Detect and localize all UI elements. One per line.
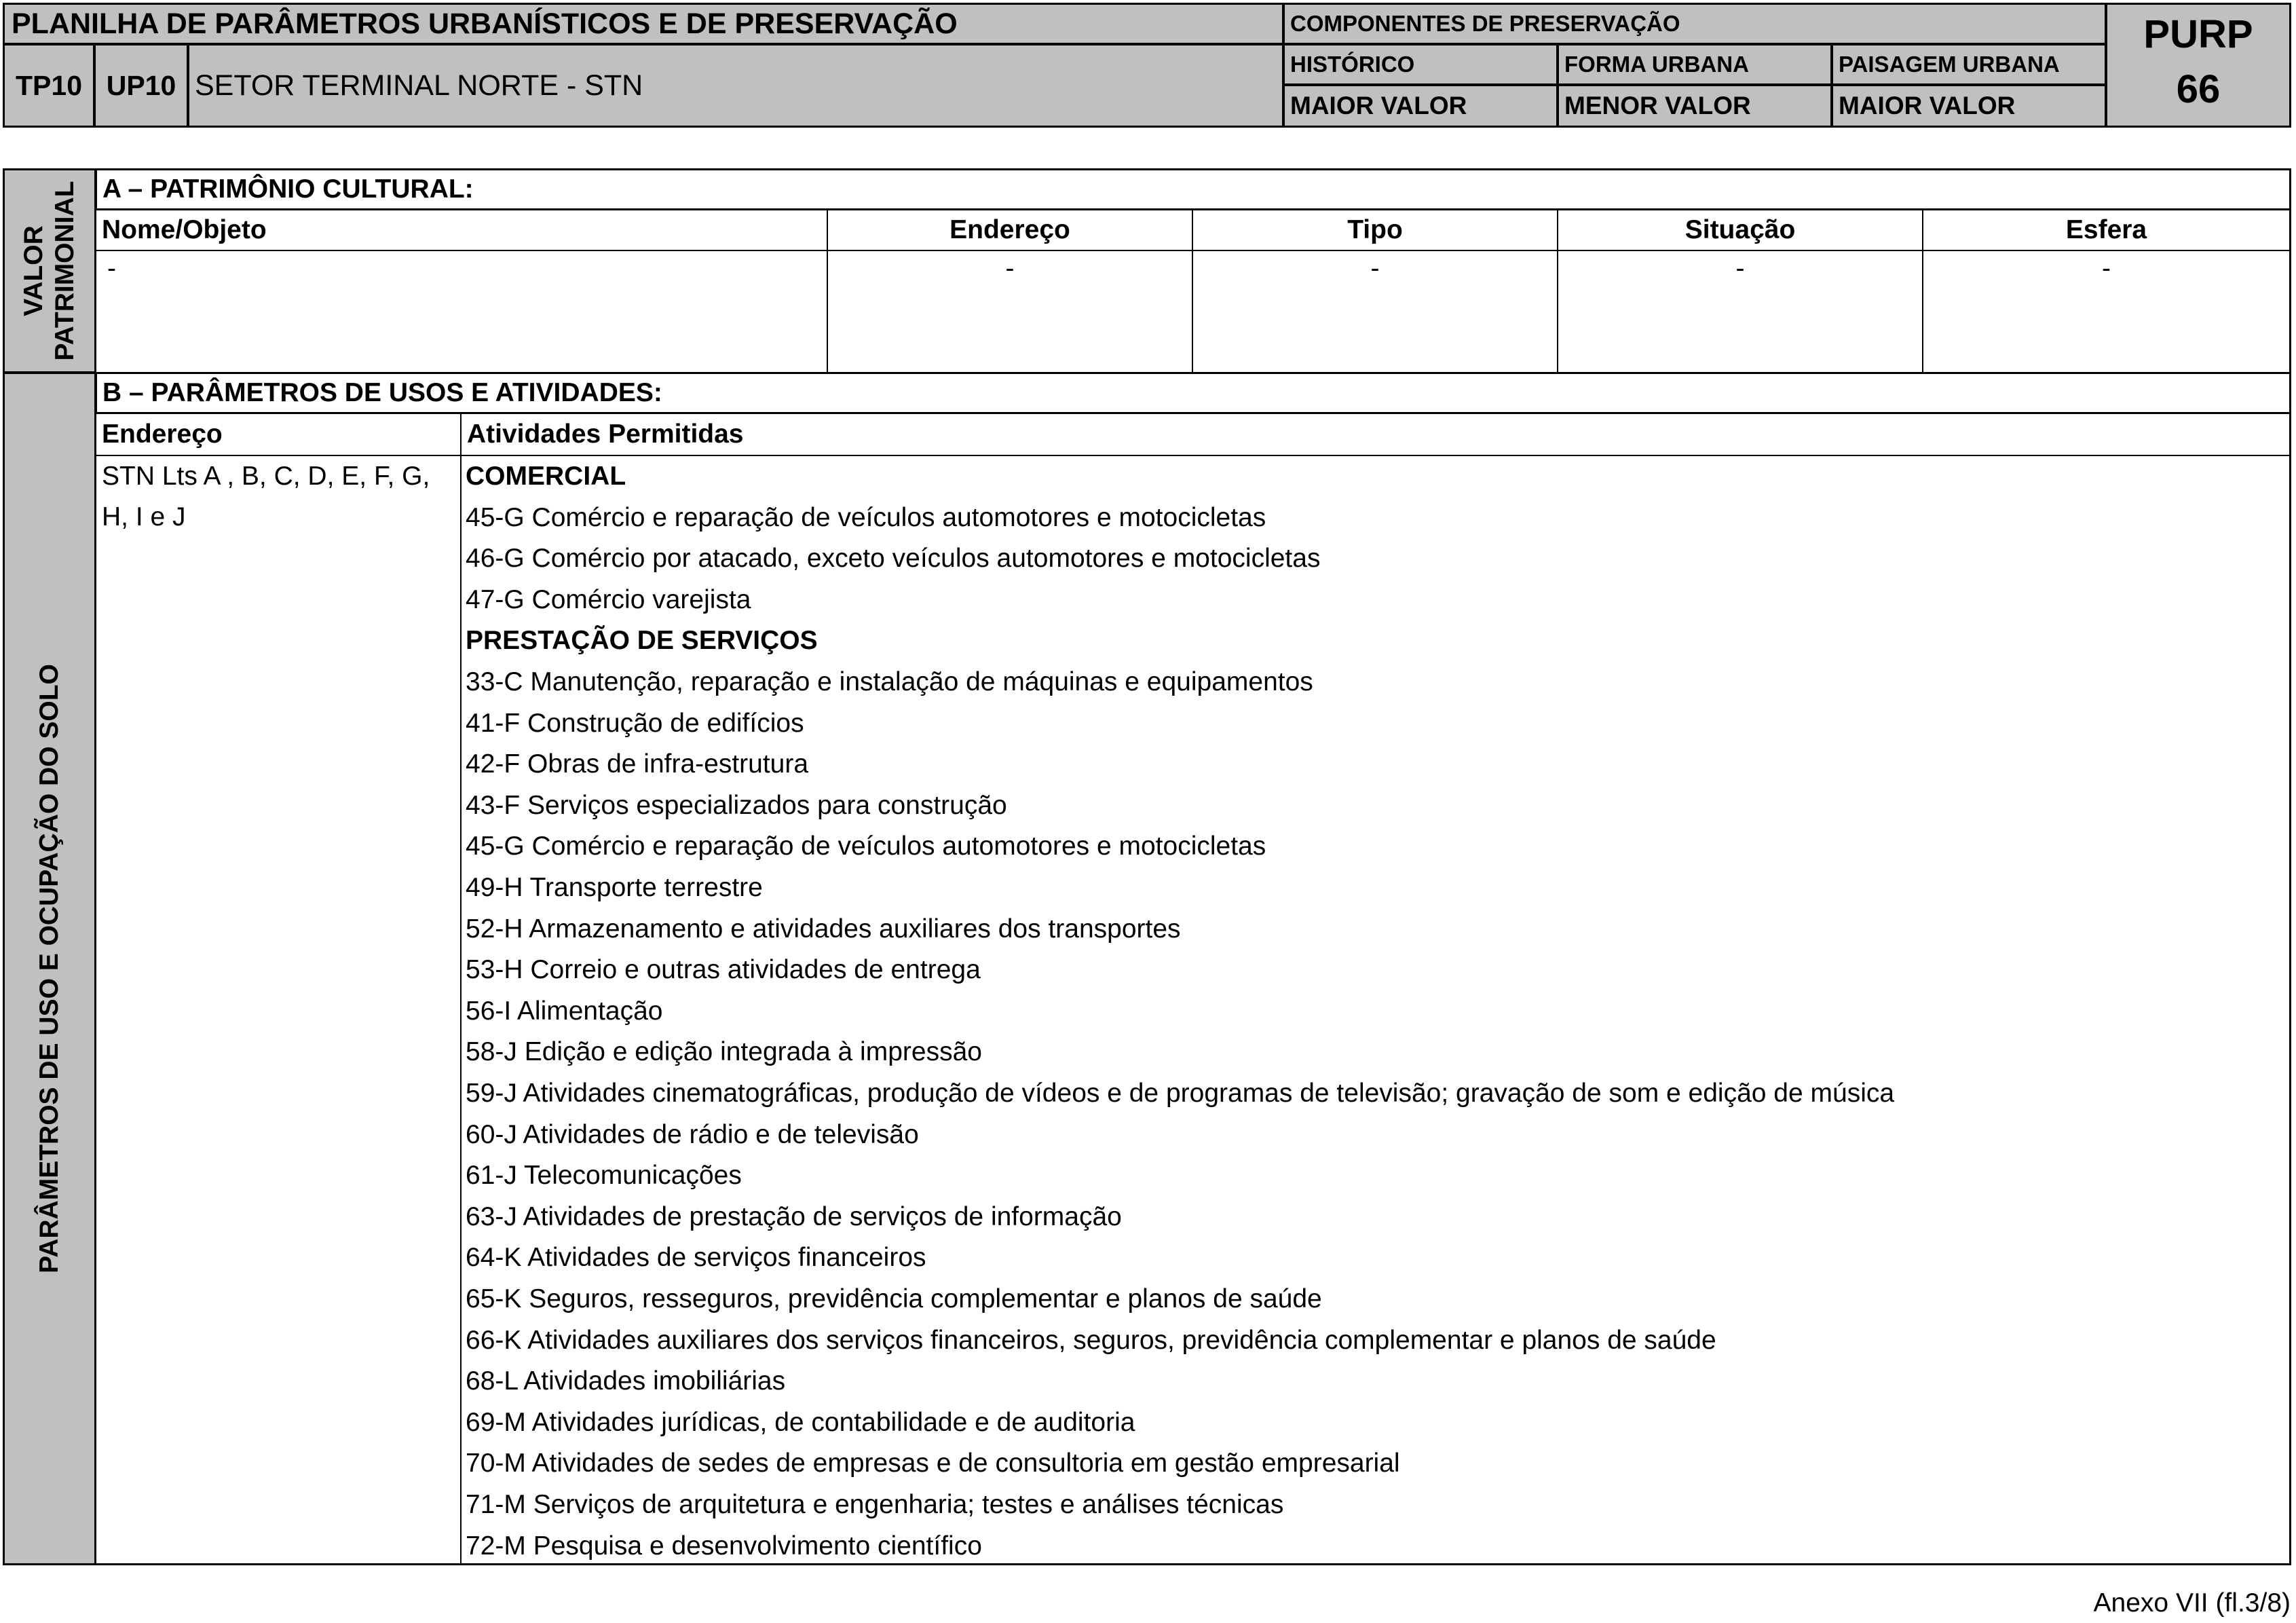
col-activities: Atividades Permitidas (460, 413, 2291, 456)
activity-item: 42-F Obras de infra-estrutura (466, 749, 809, 779)
activity-item: 63-J Atividades de prestação de serviços de informação (466, 1202, 1122, 1231)
activity-item: 60-J Atividades de rádio e de televisão (466, 1120, 919, 1149)
activity-item: 47-G Comércio varejista (466, 585, 751, 614)
activity-item: 68-L Atividades imobiliárias (466, 1366, 786, 1396)
col-endereco: Endereço (827, 209, 1193, 251)
address-cell (95, 455, 462, 1565)
cell-endereco: - (827, 250, 1193, 373)
activity-item: 66-K Atividades auxiliares dos serviços financeiros, seguros, previdência complementar e planos de saúde (466, 1326, 1716, 1355)
side-label-valor-patrimonial (3, 168, 96, 373)
activity-item: 59-J Atividades cinematográficas, produção de vídeos e de programas de televisão; gravação de som e edição de música (466, 1079, 1895, 1108)
purp-box (2105, 3, 2291, 128)
components-title: COMPONENTES DE PRESERVAÇÃO (1283, 3, 2107, 45)
activity-item: 49-H Transporte terrestre (466, 873, 763, 902)
activity-item: 43-F Serviços especializados para construção (466, 791, 1007, 820)
component-paisagem-urbana-label: PAISAGEM URBANA (1831, 43, 2107, 86)
component-forma-urbana-label: FORMA URBANA (1557, 43, 1832, 86)
address-line1: STN Lts A , B, C, D, E, F, G, (102, 462, 430, 491)
activity-item: 45-G Comércio e reparação de veículos automotores e motocicletas (466, 503, 1266, 532)
activity-item: 58-J Edição e edição integrada à impressão (466, 1037, 982, 1066)
activity-heading: PRESTAÇÃO DE SERVIÇOS (466, 626, 818, 655)
activity-item: 46-G Comércio por atacado, exceto veículos automotores e motocicletas (466, 544, 1321, 573)
col-esfera: Esfera (1922, 209, 2291, 251)
activity-item: 33-C Manutenção, reparação e instalação de máquinas e equipamentos (466, 667, 1313, 696)
purp-number: 66 (2176, 67, 2221, 111)
activity-item: 64-K Atividades de serviços financeiros (466, 1243, 926, 1272)
component-paisagem-urbana-value: MAIOR VALOR (1831, 84, 2107, 128)
cell-nome-objeto: - (95, 250, 828, 373)
activity-item: 56-I Alimentação (466, 996, 663, 1026)
annex-label: Anexo VII (fl.3/8) (2093, 1588, 2291, 1618)
col-address: Endereço (95, 413, 462, 456)
cell-situacao: - (1557, 250, 1923, 373)
activity-item: 53-H Correio e outras atividades de entrega (466, 955, 981, 984)
activity-item: 70-M Atividades de sedes de empresas e de consultoria em gestão empresarial (466, 1449, 1400, 1478)
sheet-title: PLANILHA DE PARÂMETROS URBANÍSTICOS E DE PRESERVAÇÃO (3, 3, 1284, 45)
activity-item: 52-H Armazenamento e atividades auxiliares dos transportes (466, 914, 1181, 944)
component-forma-urbana-value: MENOR VALOR (1557, 84, 1832, 128)
cell-esfera: - (1922, 250, 2291, 373)
purp-label: PURP (2143, 12, 2253, 56)
sector-name: SETOR TERMINAL NORTE - STN (187, 43, 1284, 128)
col-situacao: Situação (1557, 209, 1923, 251)
activity-heading: COMERCIAL (466, 462, 626, 491)
cell-tipo: - (1192, 250, 1558, 373)
activity-item: 71-M Serviços de arquitetura e engenharia; testes e análises técnicas (466, 1490, 1284, 1519)
component-historico-value: MAIOR VALOR (1283, 84, 1558, 128)
side-label-parametros-uso (3, 372, 96, 1565)
up-code: UP10 (94, 43, 189, 128)
col-tipo: Tipo (1192, 209, 1558, 251)
side-label-line2: PATRIMONIAL (50, 181, 79, 361)
side-label-text: PARÂMETROS DE USO E OCUPAÇÃO DO SOLO (35, 664, 64, 1273)
address-line2: H, I e J (102, 502, 186, 531)
tp-code: TP10 (3, 43, 95, 128)
section-a-title: A – PATRIMÔNIO CULTURAL: (95, 168, 2291, 210)
activity-item: 65-K Seguros, resseguros, previdência complementar e planos de saúde (466, 1284, 1322, 1313)
activity-item: 41-F Construção de edifícios (466, 709, 804, 738)
activity-item: 45-G Comércio e reparação de veículos automotores e motocicletas (466, 832, 1266, 861)
activity-item: 69-M Atividades jurídicas, de contabilidade e de auditoria (466, 1408, 1135, 1437)
side-label-line1: VALOR (19, 225, 48, 316)
activity-item: 61-J Telecomunicações (466, 1161, 742, 1190)
activity-item: 72-M Pesquisa e desenvolvimento científico (466, 1531, 982, 1561)
component-historico-label: HISTÓRICO (1283, 43, 1558, 86)
section-b-title: B – PARÂMETROS DE USOS E ATIVIDADES: (95, 372, 2291, 414)
col-nome-objeto: Nome/Objeto (95, 209, 828, 251)
